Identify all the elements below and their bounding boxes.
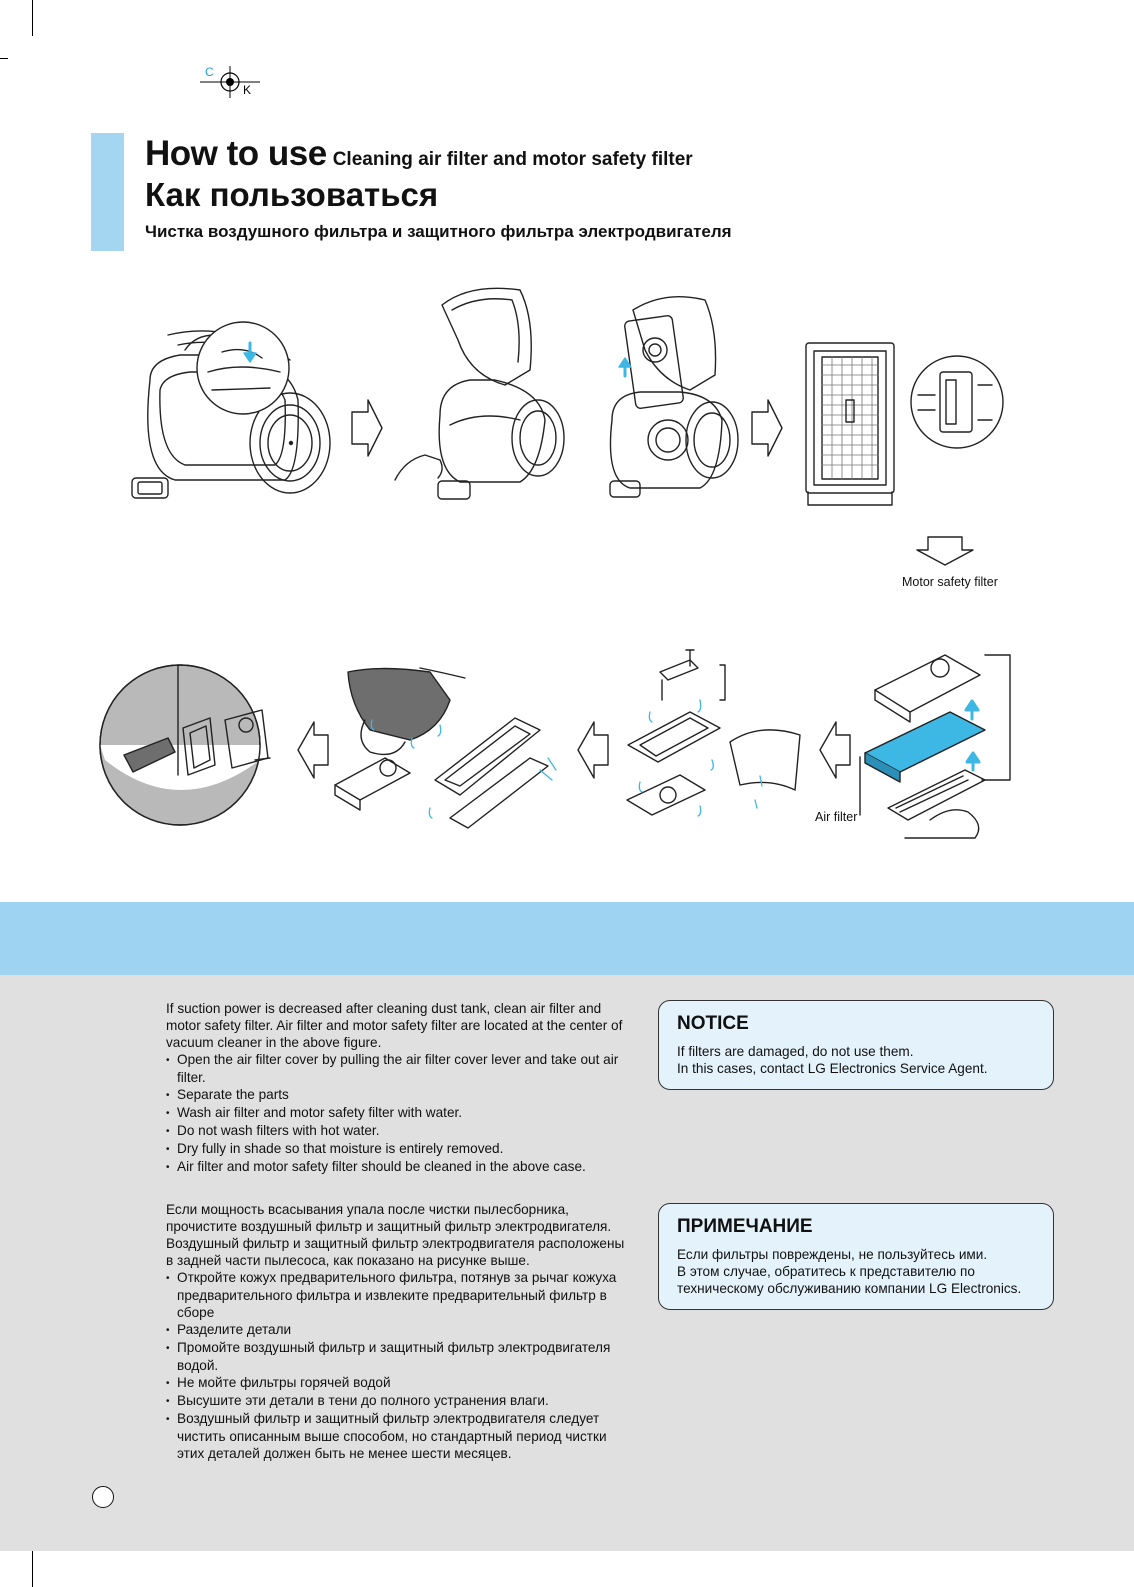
step1-vacuum-lever [132,322,330,498]
instructions-en-intro: If suction power is decreased after cleaning dust tank, clean air filter and motor safety filter. Air filter and motor safety filter are located at the center of vacuum cleaner in the above figure. [166,1001,623,1050]
notice-line: If filters are damaged, do not use them. [677,1044,914,1059]
list-item: • Air filter and motor safety filter should be cleaned in the above case. [166,1158,636,1176]
arrow-left-icon [578,722,608,778]
instructions-ru [166,1201,628,1462]
instructions-en [166,1000,636,1176]
section-band [0,902,1134,975]
notice-box-en [658,1000,1054,1090]
list-item: • Высушите эти детали в тени до полного устранения влаги. [166,1392,628,1410]
arrow-left-icon [820,722,850,778]
title-en-main: How to use [145,134,327,173]
step8-reassemble-circle [100,665,270,825]
step7-dry-filters [335,668,548,828]
instructions-ru-intro: Если мощность всасывания упала после чистки пылесборника, прочистите воздушный фильтр и защитный фильтр электродвигателя. Воздушный фильтр и защитный фильтр электродвигателя расположены в задней части пылесоса, как показано на рисунке выше. [166,1202,625,1268]
notice-line: Если фильтры повреждены, не пользуйтесь ими. [677,1247,988,1262]
step6-wash-filters [627,650,800,815]
step3-lift-filter [610,297,738,497]
notice-line: техническому обслуживанию компании LG Electronics. [677,1281,1022,1296]
list-item: • Open the air filter cover by pulling the air filter cover lever and take out air filter. [166,1051,636,1086]
list-item: • Откройте кожух предварительного фильтра, потянув за рычаг кожуха предварительного фильтра и извлеките предварительный фильтр в сборе [166,1269,628,1321]
arrow-down-icon [917,537,973,565]
registration-k-label: K [243,83,252,97]
list-item: • Do not wash filters with hot water. [166,1122,636,1140]
list-item: • Dry fully in shade so that moisture is entirely removed. [166,1140,636,1158]
list-item: • Разделите детали [166,1321,628,1339]
notice-box-ru [658,1203,1054,1310]
notice-title-en: NOTICE [677,1013,749,1034]
registration-c-label: C [205,65,214,79]
step5-separate-parts [860,655,1010,838]
page-number-circle [92,1486,114,1508]
list-item: • Промойте воздушный фильтр и защитный фильтр электродвигателя водой. [166,1339,628,1374]
notice-title-ru: ПРИМЕЧАНИЕ [677,1216,813,1237]
arrow-right-icon [752,400,782,456]
arrow-right-icon [352,400,382,456]
arrow-left-icon [298,722,328,778]
page-subtitle-ru: Чистка воздушного фильтра и защитного фильтра электродвигателя [145,222,732,241]
notice-line: В этом случае, обратитесь к представителю по [677,1264,975,1279]
list-item: • Воздушный фильтр и защитный фильтр электродвигателя следует чистить описанным выше способом, но стандартный период чистки этих деталей должен быть не менее шести месяцев. [166,1410,628,1462]
list-item: • Wash air filter and motor safety filter with water. [166,1104,636,1122]
motor-safety-filter-label: Motor safety filter [902,575,998,589]
notice-line: In this cases, contact LG Electronics Service Agent. [677,1061,988,1076]
instructions-en-list [166,1051,636,1176]
page-title-ru: Как пользоваться [145,176,439,213]
list-item: • Не мойте фильтры горячей водой [166,1374,628,1392]
air-filter-label: Air filter [815,810,858,824]
list-item: • Separate the parts [166,1086,636,1104]
crop-mark-bottom-vertical [32,1551,33,1587]
step4-filter-frame [806,343,1003,505]
instructions-ru-list [166,1269,628,1462]
title-en-subtitle: Cleaning air filter and motor safety filter [332,149,693,170]
step2-open-lid [395,288,564,499]
